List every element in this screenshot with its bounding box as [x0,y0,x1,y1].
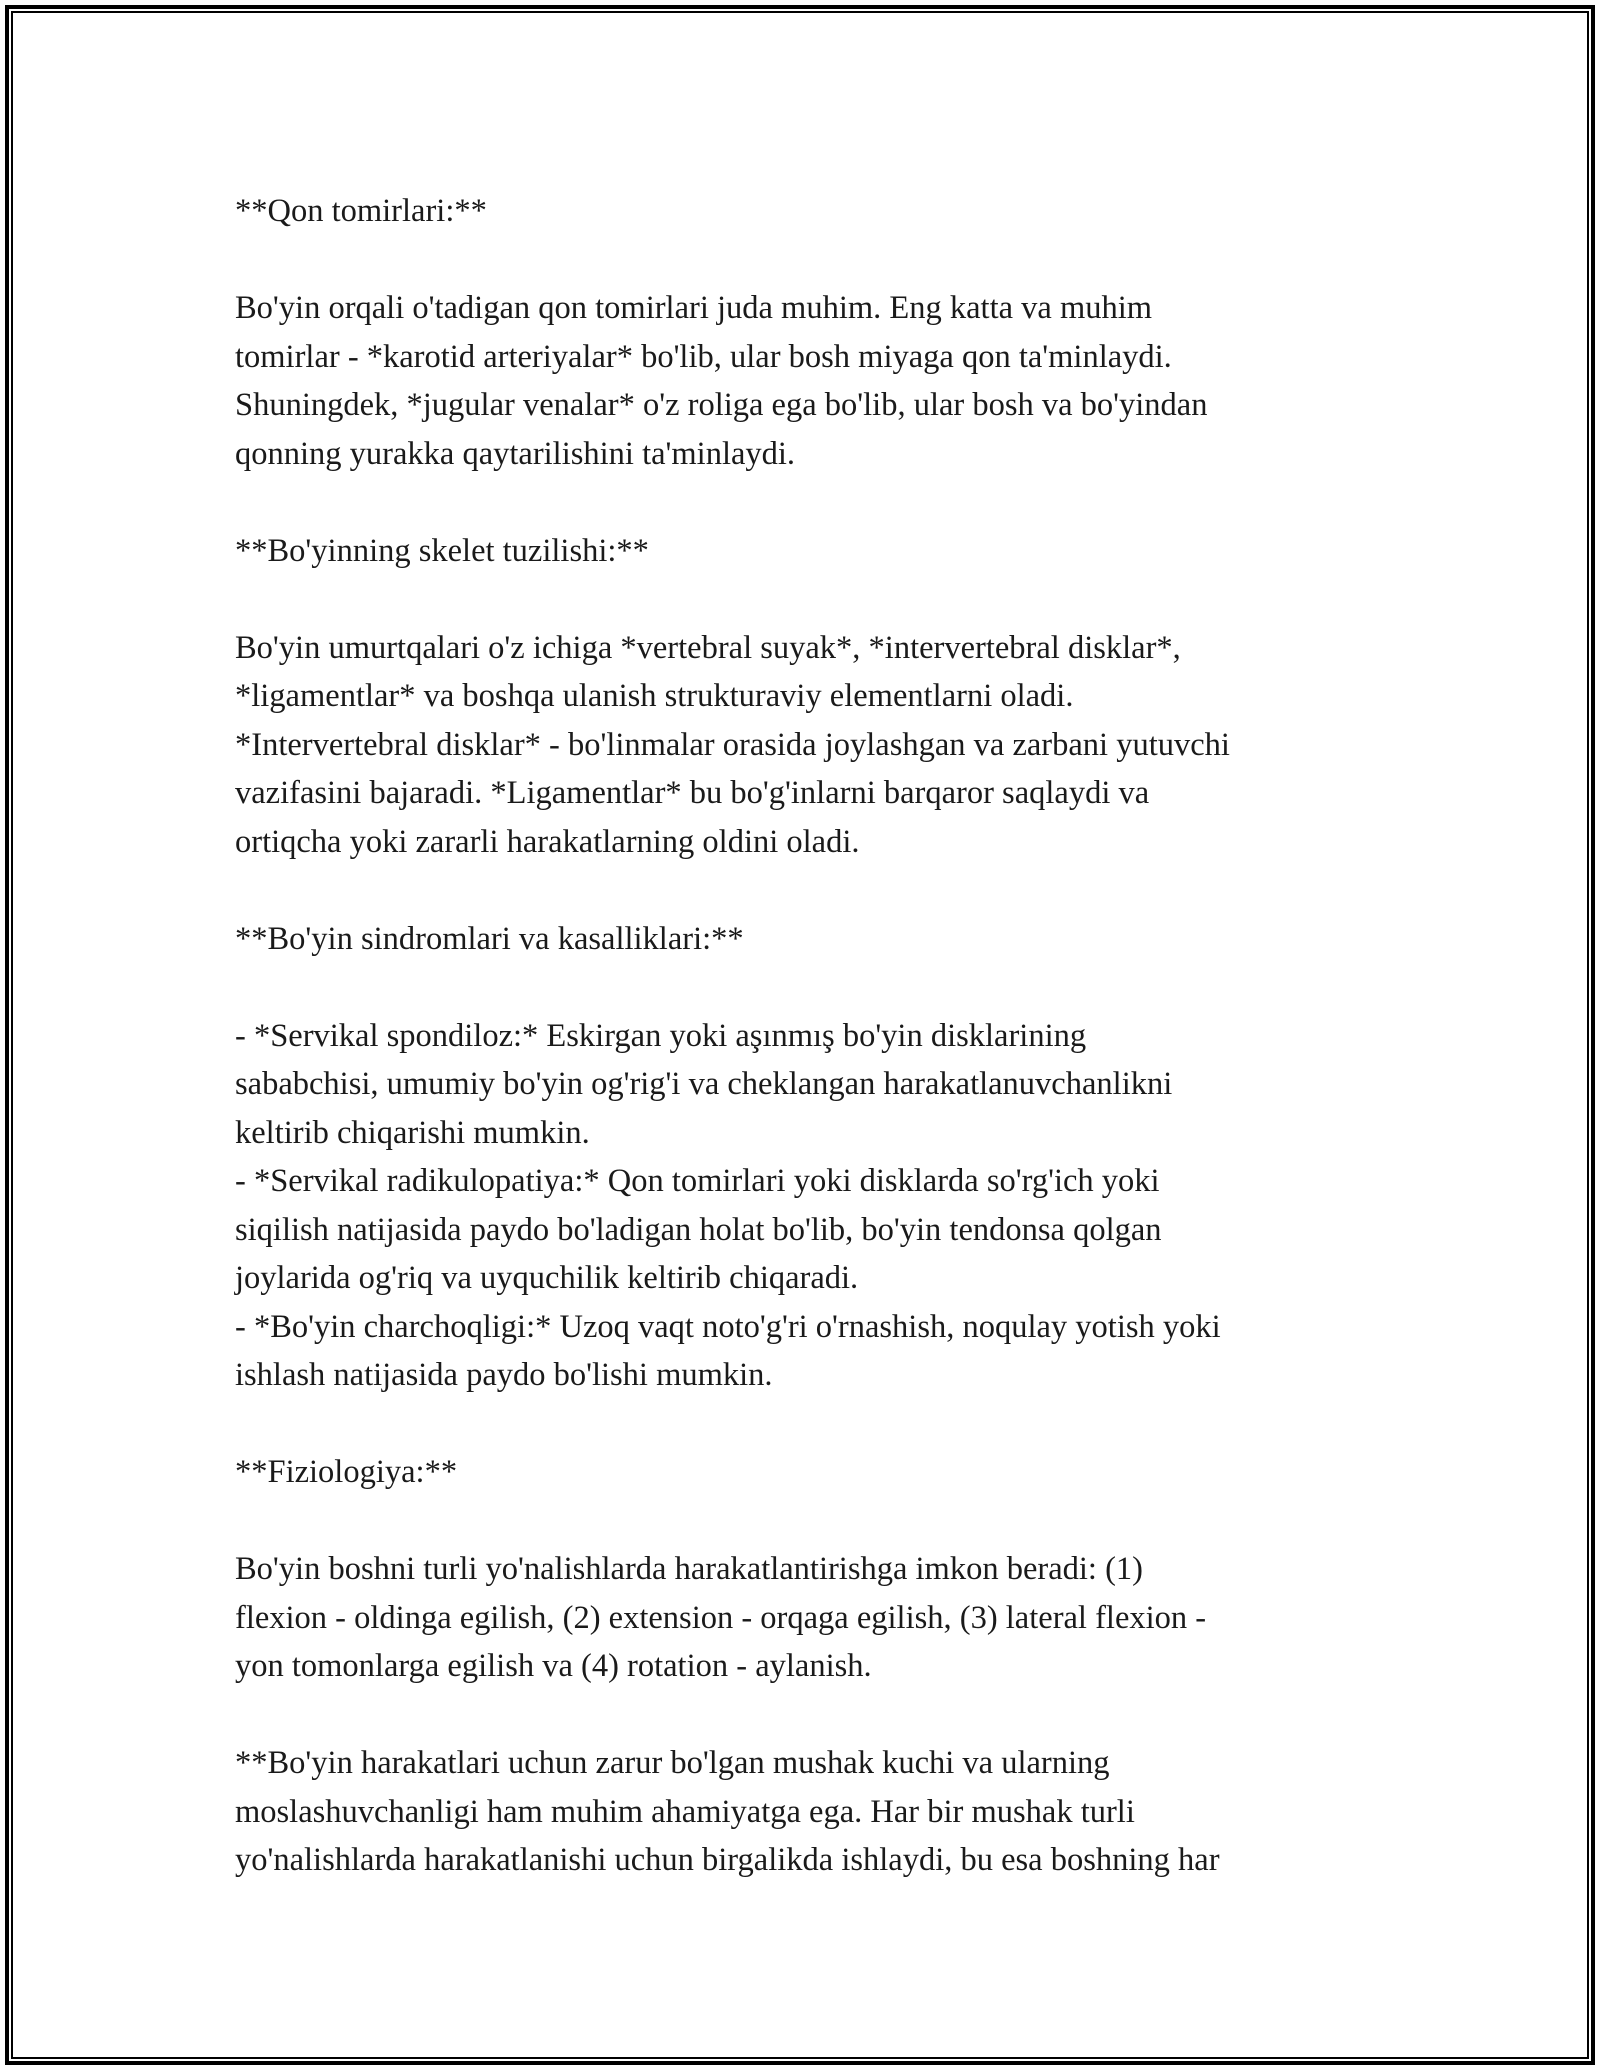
text-line: Bo'yin orqali o'tadigan qon tomirlari juda muhim. Eng katta va muhim [235,290,1153,326]
text-line: - *Servikal radikulopatiya:* Qon tomirlari yoki disklarda so'rg'ich yoki [235,1163,1160,1199]
section-heading [235,187,1385,236]
text-line: sababchisi, umumiy bo'yin og'rig'i va cheklangan harakatlanuvchanlikni [235,1066,1173,1102]
text-line: keltirib chiqarishi mumkin. [235,1114,590,1151]
paragraph [235,624,1385,867]
text-line: tomirlar - *karotid arteriyalar* bo'lib, ular bosh miyaga qon ta'minlaydi. [235,338,1172,375]
text-line: yon tomonlarga egilish va (4) rotation - aylanish. [235,1648,872,1684]
text-line: Bo'yin umurtqalari o'z ichiga *vertebral suyak*, *intervertebral disklar*, [235,629,1181,666]
text-line: vazifasini bajaradi. *Ligamentlar* bu bo'g'inlarni barqaror saqlaydi va [235,775,1150,811]
text-line: **Bo'yinning skelet tuzilishi:** [235,532,649,569]
text-line: joylarida og'riq va uyquchilik keltirib chiqaradi. [235,1260,859,1296]
text-line: *Intervertebral disklar* - bo'linmalar orasida joylashgan va zarbani yutuvchi [235,726,1230,763]
text-line: siqilish natijasida paydo bo'ladigan holat bo'lib, bo'yin tendonsa qolgan [235,1211,1162,1248]
text-line: ishlash natijasida paydo bo'lishi mumkin. [235,1357,773,1393]
text-line: moslashuvchanligi ham muhim ahamiyatga ega. Har bir mushak turli [235,1793,1135,1830]
paragraph [235,284,1385,478]
text-line: qonning yurakka qaytarilishini ta'minlaydi. [235,435,796,472]
text-line: **Fiziologiya:** [235,1454,458,1490]
text-line: Shuningdek, *jugular venalar* o'z roliga ega bo'lib, ular bosh va bo'yindan [235,387,1208,423]
text-line: yo'nalishlarda harakatlanishi uchun birgalikda ishlaydi, bu esa boshning har [235,1842,1220,1878]
text-line: **Qon tomirlari:** [235,193,487,229]
section-heading [235,527,1385,576]
text-line: - *Bo'yin charchoqligi:* Uzoq vaqt noto'g'ri o'rnashish, noqulay yotish yoki [235,1308,1221,1345]
document-body [235,187,1385,1933]
text-line: *ligamentlar* va boshqa ulanish strukturaviy elementlarni oladi. [235,678,1074,714]
text-line: ortiqcha yoki zararli harakatlarning oldini oladi. [235,823,860,860]
text-line: Bo'yin boshni turli yo'nalishlarda harakatlantirishga imkon beradi: (1) [235,1551,1143,1587]
paragraph [235,1739,1385,1885]
text-line: flexion - oldinga egilish, (2) extension - orqaga egilish, (3) lateral flexion - [235,1599,1207,1636]
bullet-list [235,1012,1385,1400]
text-line: **Bo'yin sindromlari va kasalliklari:** [235,920,744,957]
section-heading [235,1448,1385,1497]
text-line: - *Servikal spondiloz:* Eskirgan yoki aşınmış bo'yin disklarining [235,1017,1087,1054]
paragraph [235,1545,1385,1691]
text-line: **Bo'yin harakatlari uchun zarur bo'lgan mushak kuchi va ularning [235,1745,1110,1781]
section-heading [235,915,1385,964]
